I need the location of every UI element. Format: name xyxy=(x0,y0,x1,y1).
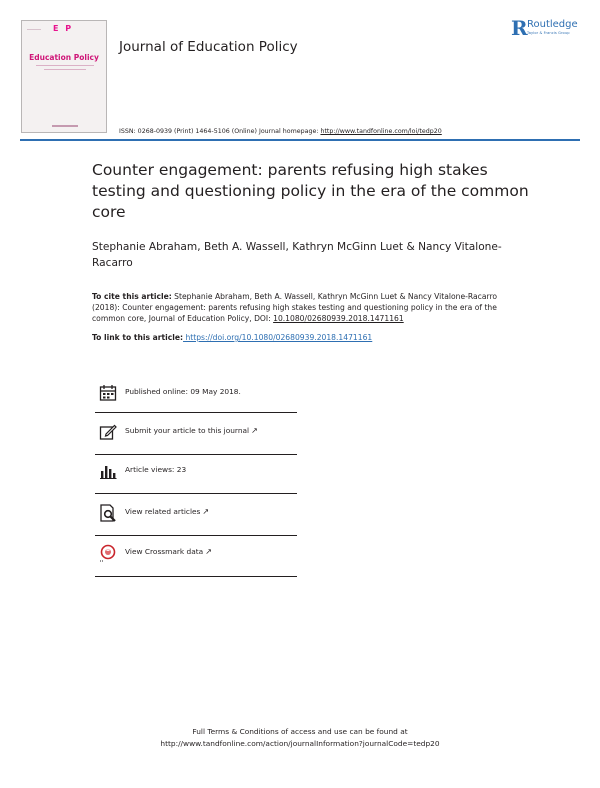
article-authors: Stephanie Abraham, Beth A. Wassell, Kathryn McGinn Luet & Nancy Vitalone-Racarro xyxy=(92,241,502,269)
cover-footer-mark xyxy=(52,125,78,127)
journal-homepage-link[interactable]: http://www.tandfonline.com/loi/tedp20 xyxy=(320,128,442,135)
issn-text: ISSN: 0268-0939 (Print) 1464-5106 (Online) Journal homepage: xyxy=(119,128,321,135)
publisher-name: Routledge xyxy=(527,19,578,30)
routledge-logo xyxy=(511,18,591,40)
search-document-icon xyxy=(99,504,117,522)
citation-label: To cite this article: xyxy=(92,292,172,301)
submit-article-row[interactable] xyxy=(95,413,297,450)
journal-cover-image xyxy=(21,20,107,133)
article-link-line xyxy=(92,333,372,342)
footer-terms-text: Full Terms & Conditions of access and use can be found at xyxy=(192,727,408,736)
article-views-label: Article views: 23 xyxy=(125,465,187,474)
external-link-icon: ↗ xyxy=(251,426,258,435)
cover-title: Education Policy xyxy=(29,53,99,62)
published-online-row xyxy=(95,374,297,411)
citation-text: Stephanie Abraham, Beth A. Wassell, Kathryn McGinn Luet & Nancy Vitalone-Racarro (2018): Counter engagement: parents refusing high stakes testing and questioning policy in the era of the common core, Journal of Education Policy, DOI: xyxy=(92,292,498,324)
doi-link[interactable]: 10.1080/02680939.2018.1471161 xyxy=(273,314,404,324)
related-articles-label: View related articles xyxy=(125,507,201,516)
cover-ep-mark: E P xyxy=(53,24,74,33)
related-articles-row[interactable] xyxy=(95,494,297,531)
crossmark-label: View Crossmark data xyxy=(125,547,204,556)
article-doi-link[interactable]: https://doi.org/10.1080/02680939.2018.1471161 xyxy=(183,333,373,342)
external-link-icon: ↗ xyxy=(205,547,212,556)
issn-line xyxy=(119,128,442,135)
crossmark-row[interactable] xyxy=(95,534,297,571)
submit-article-link[interactable] xyxy=(125,426,258,435)
header-divider xyxy=(20,139,580,141)
terms-footer xyxy=(0,726,600,749)
cover-rule xyxy=(44,69,86,70)
journal-title: Journal of Education Policy xyxy=(119,39,298,55)
edit-icon xyxy=(99,423,117,441)
crossmark-icon xyxy=(99,544,117,562)
article-views-row xyxy=(95,452,297,489)
publisher-tagline: Taylor & Francis Group xyxy=(527,31,570,35)
crossmark-link[interactable] xyxy=(125,547,212,556)
footer-terms-url[interactable]: http://www.tandfonline.com/action/journalInformation?journalCode=tedp20 xyxy=(160,738,440,748)
citation-block xyxy=(92,291,522,325)
related-articles-link[interactable] xyxy=(125,507,209,516)
link-label: To link to this article: xyxy=(92,333,184,342)
external-link-icon: ↗ xyxy=(202,507,210,516)
published-online-label: Published online: 09 May 2018. xyxy=(125,387,241,396)
submit-article-label: Submit your article to this journal xyxy=(125,426,250,435)
calendar-icon xyxy=(99,384,117,402)
article-title: Counter engagement: parents refusing high stakes testing and questioning policy in the era of the common core xyxy=(92,161,529,221)
routledge-r-icon: R xyxy=(511,16,528,40)
bar-chart-icon xyxy=(99,462,117,480)
cover-decoration xyxy=(27,29,41,30)
row-divider xyxy=(95,576,297,577)
cover-rule xyxy=(36,65,94,66)
